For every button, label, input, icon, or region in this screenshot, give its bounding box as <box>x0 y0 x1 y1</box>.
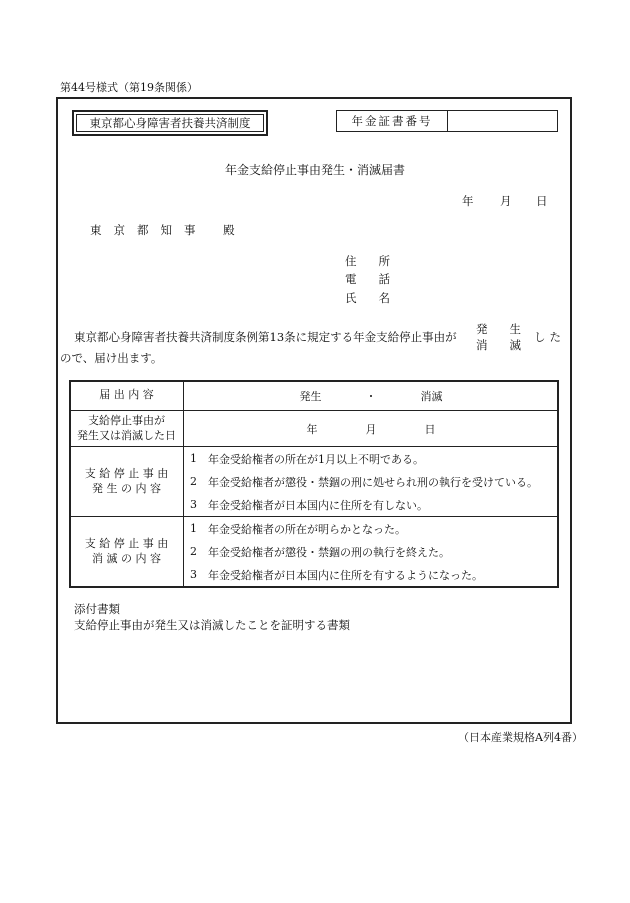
certificate-number-field[interactable] <box>448 111 557 131</box>
paper-spec: （日本産業規格A列4番） <box>458 731 583 744</box>
item-number: 2 <box>190 475 197 488</box>
row-date-day: 日 <box>424 422 436 436</box>
table-row <box>70 517 559 587</box>
row-date-month: 月 <box>365 422 377 436</box>
extinct-items <box>184 517 559 587</box>
item-text: 年金受給権者の所在が明らかとなった。 <box>208 522 406 536</box>
item-number: 3 <box>190 498 197 511</box>
row-date-value[interactable] <box>184 411 559 447</box>
row-date-label-line2: 発生又は消滅した日 <box>77 428 176 442</box>
certificate-number-label: 年金証書番号 <box>337 111 448 131</box>
item-text: 年金受給権者が懲役・禁錮の刑に処せられ刑の執行を受けている。 <box>208 475 538 489</box>
row-type-label: 届 出 内 容 <box>70 381 184 411</box>
occur-label-line1: 支 給 停 止 事 由 <box>84 466 169 480</box>
occur-item-1[interactable] <box>184 447 558 470</box>
table-row <box>70 411 559 447</box>
option-occur[interactable]: 発生 <box>476 322 543 336</box>
item-text: 年金受給権者が懲役・禁錮の刑の執行を終えた。 <box>208 545 450 559</box>
row-date-label <box>70 411 184 447</box>
statement-tail: した <box>534 330 565 344</box>
extinct-item-2[interactable] <box>184 540 558 563</box>
phone-field[interactable]: 電話 <box>345 272 412 286</box>
occur-label-line2: 発 生 の 内 容 <box>92 481 161 495</box>
item-text: 年金受給権者が日本国内に住所を有するようになった。 <box>208 568 483 582</box>
extinct-label-line2: 消 滅 の 内 容 <box>92 551 161 565</box>
date-day[interactable]: 日 <box>536 194 548 208</box>
extinct-item-1[interactable] <box>184 517 558 540</box>
item-text: 年金受給権者が日本国内に住所を有しない。 <box>208 498 428 512</box>
system-name-box <box>72 110 268 136</box>
table-row <box>70 447 559 517</box>
address-field[interactable]: 住所 <box>345 254 412 268</box>
item-number: 2 <box>190 545 197 558</box>
extinct-item-3[interactable] <box>184 563 558 586</box>
occur-label <box>70 447 184 517</box>
item-number: 1 <box>190 522 197 535</box>
item-text: 年金受給権者の所在が1月以上不明である。 <box>208 452 424 466</box>
system-name: 東京都心身障害者扶養共済制度 <box>76 114 264 132</box>
option-extinct[interactable]: 消滅 <box>476 338 543 352</box>
table-row <box>70 381 559 411</box>
attachments-text: 支給停止事由が発生又は消滅したことを証明する書類 <box>74 618 350 632</box>
occur-item-2[interactable] <box>184 470 558 493</box>
date-year[interactable]: 年 <box>462 194 474 208</box>
occur-items <box>184 447 559 517</box>
row-date-label-line1: 支給停止事由が <box>88 413 165 427</box>
document-title: 年金支給停止事由発生・消滅届書 <box>224 163 405 177</box>
statement-line2: ので、届け出ます。 <box>60 351 163 365</box>
attachments-heading: 添付書類 <box>74 602 120 616</box>
occur-item-3[interactable] <box>184 493 558 516</box>
form-number: 第44号様式（第19条関係） <box>60 81 198 94</box>
certificate-number-box <box>336 110 558 132</box>
item-number: 1 <box>190 452 197 465</box>
addressee: 東京都知事 殿 <box>90 223 247 237</box>
details-table <box>69 380 559 587</box>
name-field[interactable]: 氏名 <box>345 291 412 305</box>
item-number: 3 <box>190 568 197 581</box>
date-month[interactable]: 月 <box>500 194 512 208</box>
extinct-label-line1: 支 給 停 止 事 由 <box>84 536 169 550</box>
extinct-label <box>70 517 184 587</box>
statement-line1: 東京都心身障害者扶養共済制度条例第13条に規定する年金支給停止事由が <box>74 330 457 344</box>
row-type-value[interactable]: 発生 ・ 消滅 <box>184 381 559 411</box>
row-date-year: 年 <box>306 422 318 436</box>
